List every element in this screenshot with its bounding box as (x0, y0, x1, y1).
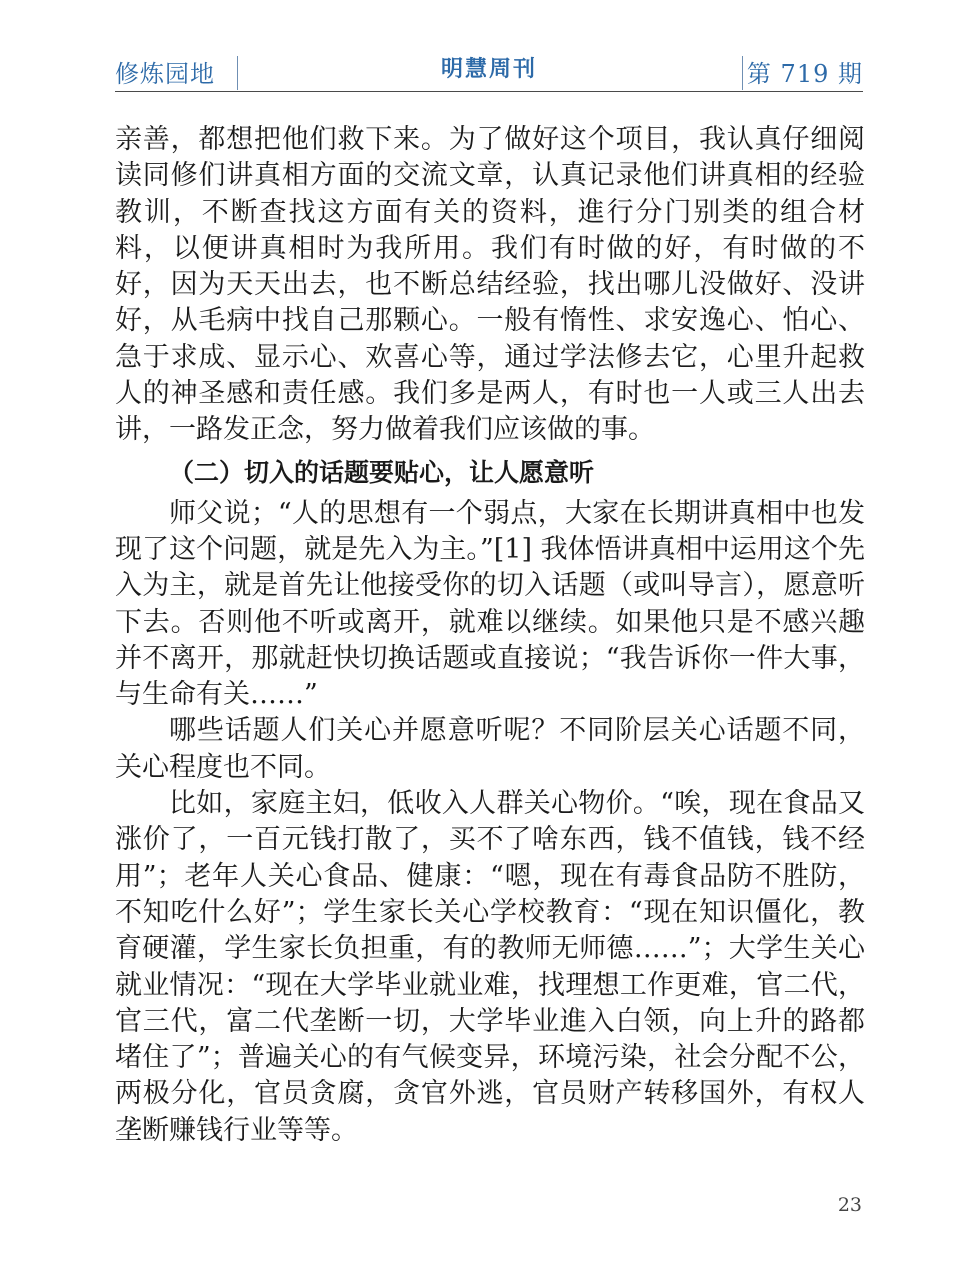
publication-title: 明慧周刊 (440, 57, 537, 82)
paragraph-question: 哪些话题人们关心并愿意听呢？不同阶层关心话题不同，关心程度也不同。 (115, 715, 865, 783)
paragraph-quote: 师父说；“人的思想有一个弱点，大家在长期讲真相中也发现了这个问题，就是先入为主。”[1] 我体悟讲真相中运用这个先入为主，就是首先让他接受你的切入话题（或叫导言），愿意听下去。否则他不听或离开，就难以继续。如果他只是不感兴趣并不离开，那就赶快切换话题或直接说；“我告诉你一件大事，与生命有关……” (115, 497, 865, 711)
page-number: 23 (837, 1194, 862, 1216)
section-name: 修炼园地 (115, 60, 215, 88)
paragraph-continuation: 亲善，都想把他们救下来。为了做好这个项目，我认真仔细阅读同修们讲真相方面的交流文章，认真记录他们讲真相的经验教训，不断查找这方面有关的资料，進行分门别类的组合材料，以便讲真相时为我所用。我们有时做的好，有时做的不好，因为天天出去，也不断总结经验，找出哪儿没做好、没讲好，从毛病中找自己那颗心。一般有惰性、求安逸心、怕心、急于求成、显示心、欢喜心等，通过学法修去它，心里升起救人的神圣感和责任感。我们多是两人，有时也一人或三人出去讲，一路发正念，努力做着我们应该做的事。 (115, 124, 865, 446)
header-divider-right (742, 56, 743, 90)
paragraph-examples: 比如，家庭主妇，低收入人群关心物价。“唉，现在食品又涨价了，一百元钱打散了，买不了啥东西，钱不值钱，钱不经用”；老年人关心食品、健康：“嗯，现在有毒食品防不胜防，不知吃什么好”；学生家长关心学校教育：“现在知识僵化，教育硬灌，学生家长负担重，有的教师无师德……”；大学生关心就业情况：“现在大学毕业就业难，找理想工作更难，官二代，官三代，富二代垄断一切，大学毕业進入白领，向上升的路都堵住了”；普遍关心的有气候变异，环境污染，社会分配不公，两极分化，官员贪腐，贪官外逃，官员财产转移国外，有权人垄断赚钱行业等等。 (115, 788, 865, 1146)
issue-number: 第 719 期 (746, 60, 863, 88)
section-heading: （二）切入的话题要贴心，让人愿意听 (169, 457, 595, 487)
header-rule (115, 91, 863, 92)
page-header (115, 46, 863, 92)
article-body (115, 122, 865, 1149)
